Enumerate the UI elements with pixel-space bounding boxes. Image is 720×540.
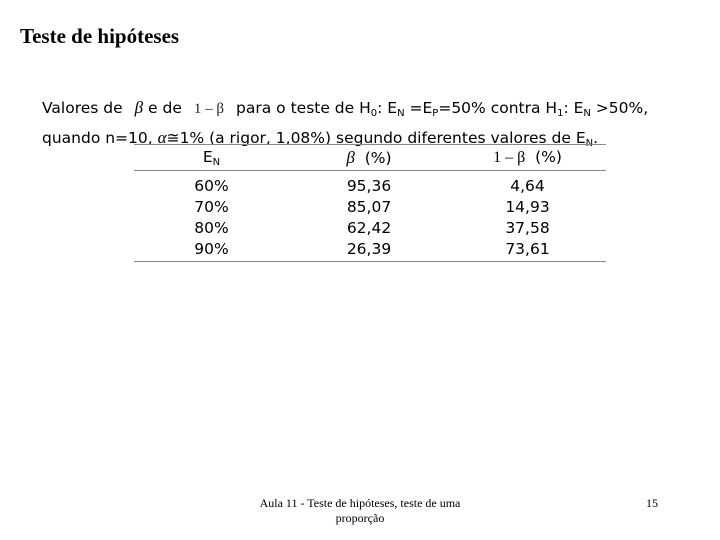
subscript: N xyxy=(397,108,405,119)
table-row xyxy=(134,217,606,238)
cell-en: 60% xyxy=(194,176,229,195)
caption-text: >50%, xyxy=(590,99,649,117)
one-minus-beta-symbol: 1 – β xyxy=(493,149,526,166)
header-en: $E_N$ xyxy=(134,145,289,171)
table-row xyxy=(134,196,606,217)
caption-text: e de xyxy=(148,99,182,117)
table-row xyxy=(134,171,606,197)
caption-text: ≅1% (a rigor, 1,08%) segundo diferentes valores de E xyxy=(166,129,586,147)
caption-line-1 xyxy=(42,96,712,126)
subscript: P xyxy=(432,108,439,119)
cell-beta: 95,36 xyxy=(346,176,392,195)
cell-beta: 62,42 xyxy=(346,218,392,237)
cell-beta: 85,07 xyxy=(346,197,392,216)
alpha-symbol: α xyxy=(157,128,167,147)
cell-one-minus-beta: 37,58 xyxy=(505,218,550,237)
cell-en: 70% xyxy=(194,197,229,216)
table-header-row xyxy=(134,145,606,171)
cell-one-minus-beta: 4,64 xyxy=(510,176,545,195)
subscript: N xyxy=(583,108,591,119)
caption-text: : E xyxy=(377,99,398,117)
cell-one-minus-beta: 14,93 xyxy=(505,197,550,216)
caption-text: quando n=10, xyxy=(42,129,153,147)
caption-text: . xyxy=(593,129,599,147)
subscript: 0 xyxy=(370,108,378,119)
slide-footer: Aula 11 - Teste de hipóteses, teste de uma proporção xyxy=(259,496,461,525)
header-one-minus-beta: 1 – β (%) xyxy=(449,145,606,171)
cell-one-minus-beta: 73,61 xyxy=(449,238,606,262)
table-row xyxy=(134,238,606,262)
one-minus-beta-symbol: 1 – β xyxy=(193,101,225,117)
caption-text: =50% contra H xyxy=(438,99,558,117)
page-number: 15 xyxy=(646,496,658,510)
header-beta: β (%) xyxy=(289,145,449,171)
caption-text: =E xyxy=(404,99,433,117)
caption-text: : E xyxy=(563,99,584,117)
cell-beta: 26,39 xyxy=(289,238,449,262)
subscript: N xyxy=(212,156,221,168)
caption-text: para o teste de H xyxy=(236,99,371,117)
beta-symbol: β xyxy=(346,147,355,167)
beta-symbol: β xyxy=(134,98,144,117)
slide-title: Teste de hipóteses xyxy=(20,24,180,48)
beta-values-table xyxy=(134,144,606,262)
cell-en: 90% xyxy=(134,238,289,262)
cell-en: 80% xyxy=(194,218,229,237)
subscript: 1 xyxy=(557,108,564,119)
subscript: N xyxy=(585,138,594,149)
caption-text: Valores de xyxy=(42,99,123,117)
